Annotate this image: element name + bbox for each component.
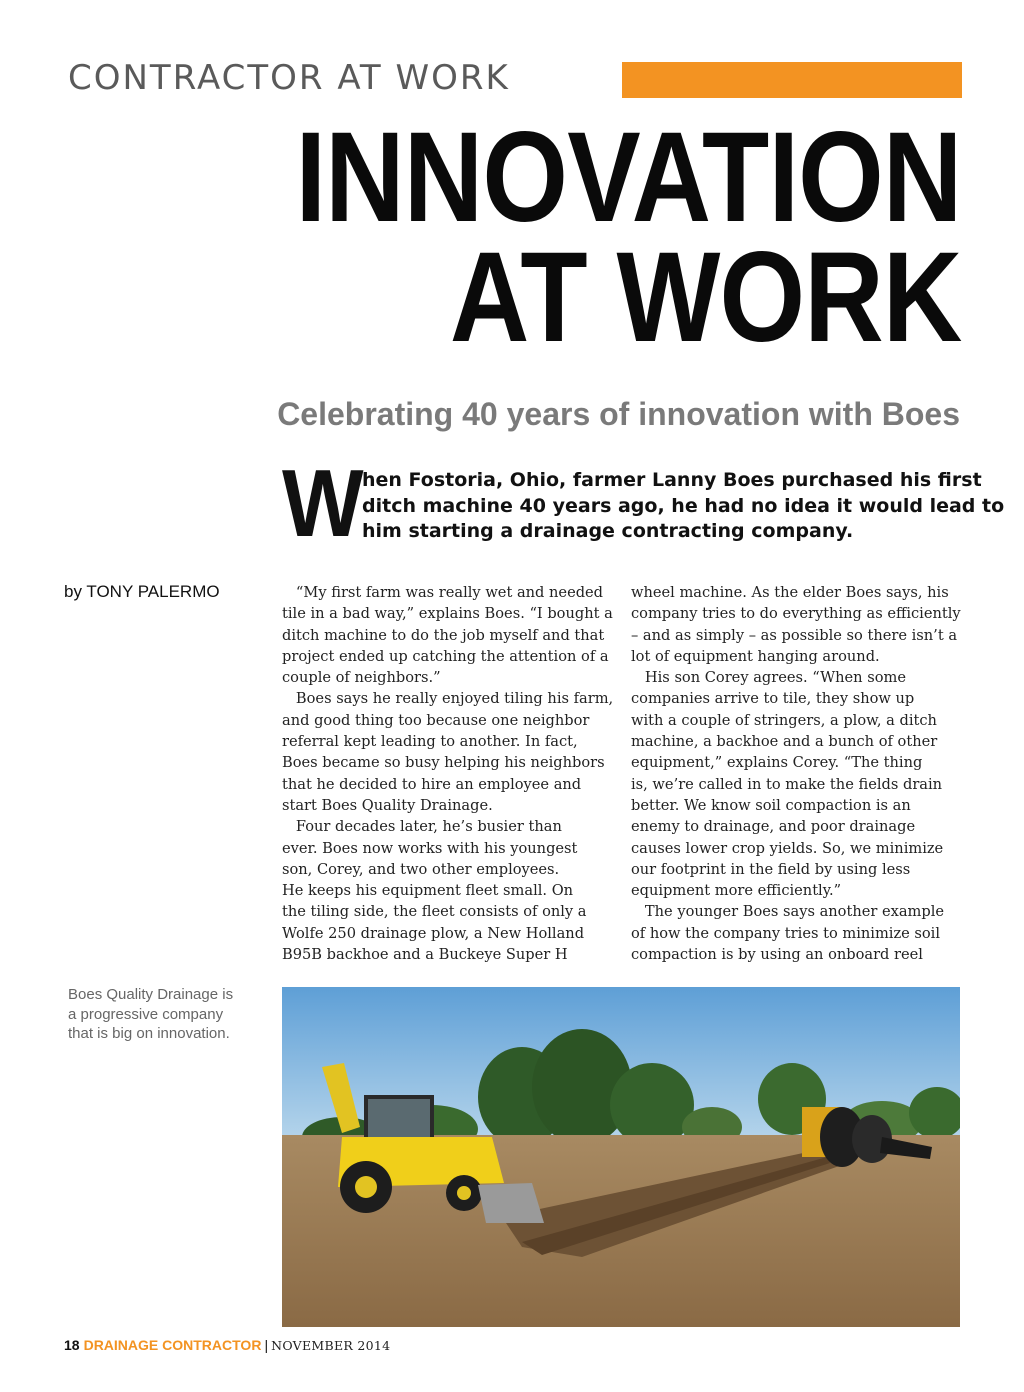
body-line: He keeps his equipment fleet small. On: [282, 882, 574, 900]
article-column-2: [631, 582, 963, 965]
footer-separator: |: [264, 1337, 269, 1353]
body-line: wheel machine. As the elder Boes says, his: [631, 584, 949, 601]
caption-line: a progressive company: [68, 1005, 224, 1023]
caption-line: that is big on innovation.: [68, 1025, 230, 1042]
body-line: project ended up catching the attention of a: [282, 647, 609, 665]
body-line: equipment more efficiently.”: [631, 882, 842, 900]
body-line: compaction is by using an onboard reel: [631, 946, 923, 964]
body-line: ever. Boes now works with his youngest: [282, 839, 578, 857]
headline-line-2: AT WORK: [450, 226, 962, 369]
article-column-1: [282, 582, 614, 965]
body-line: His son Corey agrees. “When some: [631, 669, 906, 687]
body-line: Four decades later, he’s busier than: [282, 818, 562, 836]
body-line: of how the company tries to minimize soil: [631, 924, 941, 942]
body-line: causes lower crop yields. So, we minimize: [631, 839, 944, 857]
body-line: Wolfe 250 drainage plow, a New Holland: [282, 924, 585, 942]
body-line: tile in a bad way,” explains Boes. “I bought a: [282, 605, 613, 623]
body-line: lot of equipment hanging around.: [631, 647, 880, 665]
body-line: B95B backhoe and a Buckeye Super H: [282, 946, 568, 964]
body-line: referral kept leading to another. In fact,: [282, 733, 578, 751]
page-number: 18: [64, 1337, 80, 1353]
body-line: and good thing too because one neighbor: [282, 711, 590, 729]
headline: [295, 106, 962, 369]
intro-line: hen Fostoria, Ohio, farmer Lanny Boes purchased his first: [362, 469, 982, 491]
body-line: ditch machine to do the job myself and that: [282, 626, 605, 644]
body-line: start Boes Quality Drainage.: [282, 796, 493, 814]
body-line: “My first farm was really wet and needed: [282, 584, 604, 601]
issue-date: NOVEMBER 2014: [271, 1338, 391, 1353]
intro-line: him starting a drainage contracting company.: [362, 520, 854, 542]
body-line: equipment,” explains Corey. “The thing: [631, 754, 923, 772]
body-line: our footprint in the field by using less: [631, 860, 911, 878]
subheadline: Celebrating 40 years of innovation with Boes: [277, 396, 960, 432]
body-line: Boes became so busy helping his neighbors: [282, 754, 605, 772]
body-line: enemy to drainage, and poor drainage: [631, 818, 916, 836]
body-line: couple of neighbors.”: [282, 669, 441, 687]
body-line: that he decided to hire an employee and: [282, 775, 582, 793]
body-line: – and as simply – as possible so there isn’t a: [631, 626, 958, 644]
page-footer: [64, 1336, 390, 1355]
magazine-name: DRAINAGE CONTRACTOR: [83, 1337, 262, 1353]
body-line: is, we’re called in to make the fields drain: [631, 775, 943, 793]
section-accent-bar: [622, 62, 962, 98]
body-line: companies arrive to tile, they show up: [631, 690, 915, 708]
body-line: son, Corey, and two other employees.: [282, 860, 560, 878]
body-line: better. We know soil compaction is an: [631, 796, 911, 814]
byline: by TONY PALERMO: [64, 582, 220, 601]
section-label: CONTRACTOR AT WORK: [68, 58, 510, 98]
body-line: Boes says he really enjoyed tiling his farm,: [282, 690, 614, 708]
body-line: with a couple of stringers, a plow, a ditch: [631, 711, 937, 729]
photo-caption: [68, 985, 258, 1044]
intro-paragraph: [362, 468, 1005, 545]
drop-cap: W: [282, 450, 364, 557]
caption-line: Boes Quality Drainage is: [68, 986, 234, 1003]
headline-line-1: INNOVATION: [295, 106, 962, 249]
body-line: company tries to do everything as efficiently: [631, 605, 961, 623]
field-photo: [282, 987, 960, 1327]
body-line: machine, a backhoe and a bunch of other: [631, 733, 938, 751]
body-line: the tiling side, the fleet consists of only a: [282, 903, 587, 921]
intro-line: ditch machine 40 years ago, he had no idea it would lead to: [362, 494, 1005, 517]
body-line: The younger Boes says another example: [631, 903, 945, 921]
